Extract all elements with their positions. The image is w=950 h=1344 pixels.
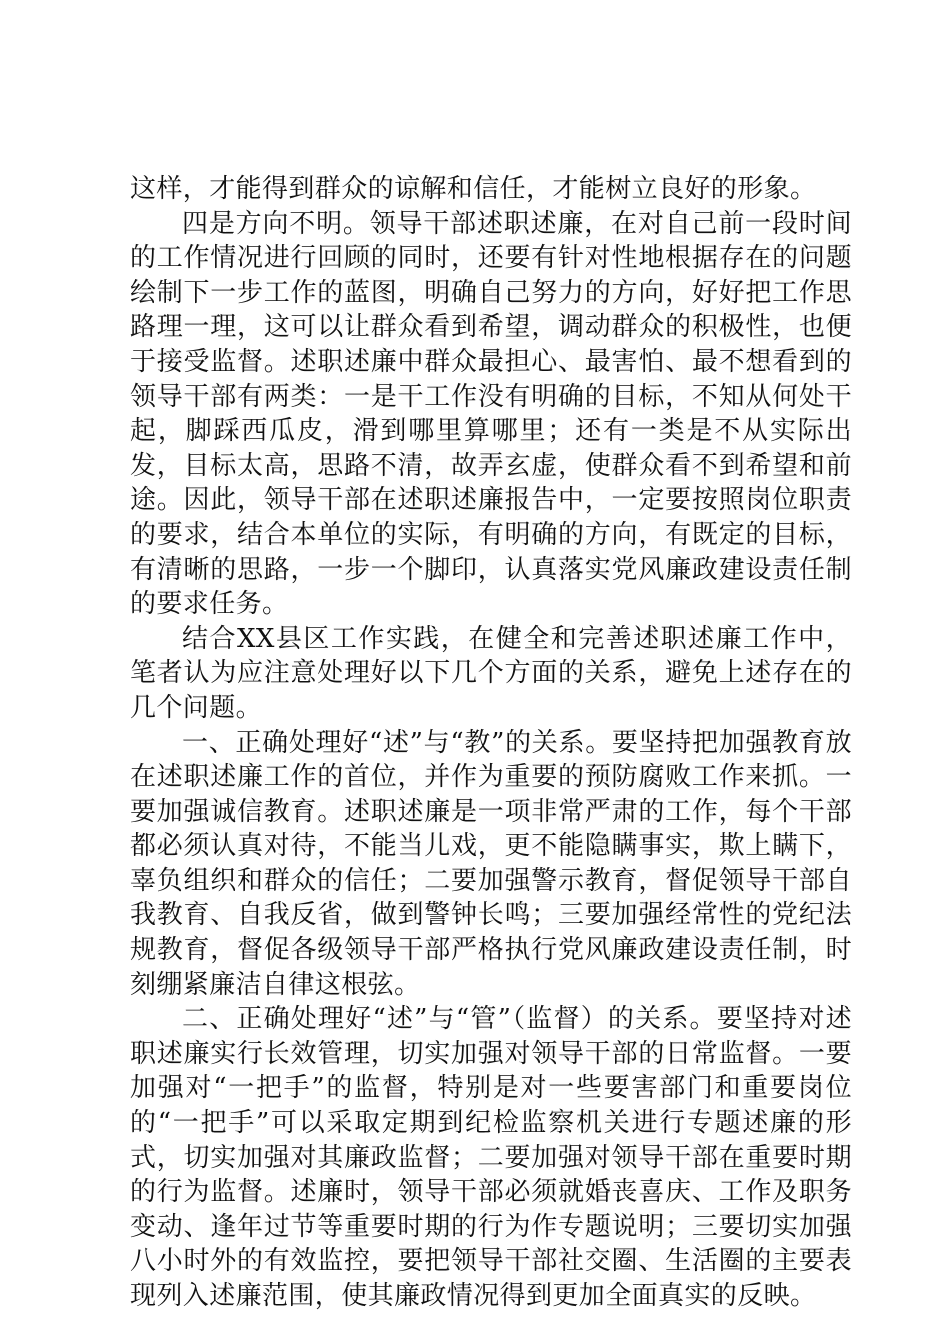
paragraph-continuation: 这样，才能得到群众的谅解和信任，才能树立良好的形象。 (130, 174, 817, 204)
document-body (130, 172, 852, 1314)
paragraph-county-practice: 结合XX县区工作实践，在健全和完善述职述廉工作中，笔者认为应注意处理好以下几个方面的关系，避免上述存在的几个问题。 (130, 623, 852, 723)
paragraph-report-and-supervision: 二、正确处理好“述”与“管”（监督）的关系。要坚持对述职述廉实行长效管理，切实加强对领导干部的日常监督。一要加强对“一把手”的监督，特别是对一些要害部门和重要岗位的“一把手”可以采取定期到纪检监察机关进行专题述廉的形式，切实加强对其廉政监督；二要加强对领导干部在重要时期的行为监督。述廉时，领导干部必须就婚丧喜庆、工作及职务变动、逢年过节等重要时期的行为作专题说明；三要切实加强八小时外的有效监控，要把领导干部社交圈、生活圈的主要表现列入述廉范围，使其廉政情况得到更加全面真实的反映。 (130, 1004, 852, 1311)
paragraph-direction-unclear: 四是方向不明。领导干部述职述廉，在对自己前一段时间的工作情况进行回顾的同时，还要有针对性地根据存在的问题绘制下一步工作的蓝图，明确自己努力的方向，好好把工作思路理一理，这可以让群众看到希望，调动群众的积极性，也便于接受监督。述职述廉中群众最担心、最害怕、最不想看到的领导干部有两类：一是干工作没有明确的目标，不知从何处干起，脚踩西瓜皮，滑到哪里算哪里；还有一类是不从实际出发，目标太高，思路不清，故弄玄虚，使群众看不到希望和前途。因此，领导干部在述职述廉报告中，一定要按照岗位职责的要求，结合本单位的实际，有明确的方向，有既定的目标，有清晰的思路，一步一个脚印，认真落实党风廉政建设责任制的要求任务。 (130, 208, 852, 620)
paragraph-report-and-education: 一、正确处理好“述”与“教”的关系。要坚持把加强教育放在述职述廉工作的首位，并作为重要的预防腐败工作来抓。一要加强诚信教育。述职述廉是一项非常严肃的工作，每个干部都必须认真对待，不能当儿戏，更不能隐瞒事实，欺上瞒下，辜负组织和群众的信任；二要加强警示教育，督促领导干部自我教育、自我反省，做到警钟长鸣；三要加强经常性的党纪法规教育，督促各级领导干部严格执行党风廉政建设责任制，时刻绷紧廉洁自律这根弦。 (130, 727, 852, 1000)
